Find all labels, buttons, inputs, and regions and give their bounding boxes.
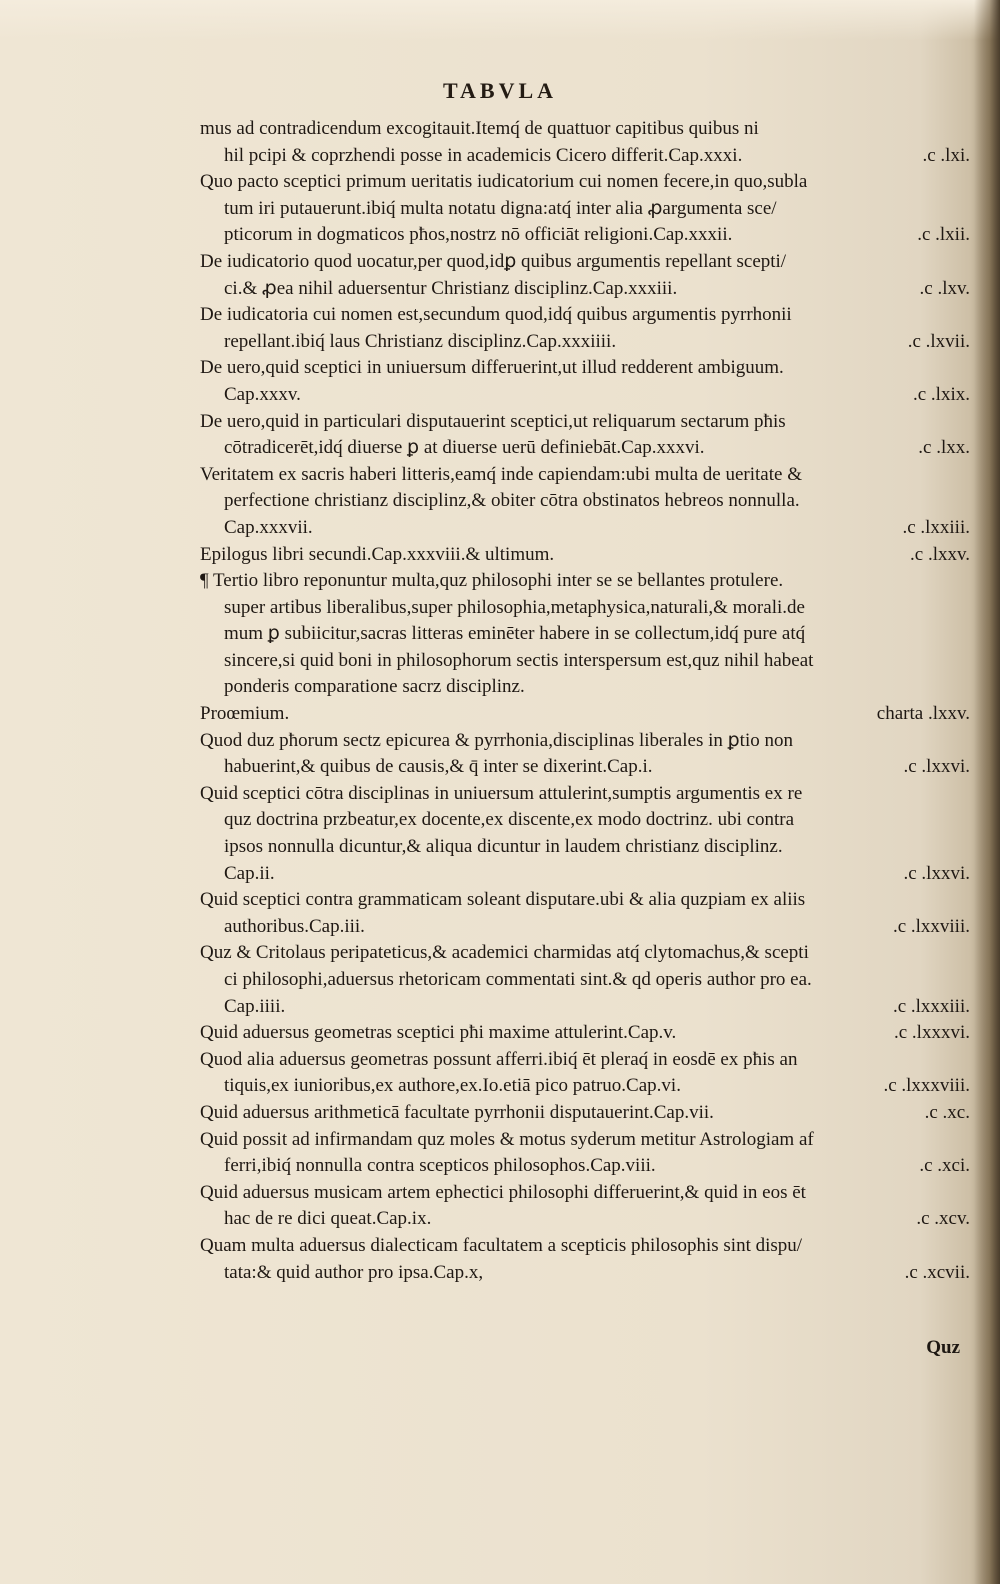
index-entry	[200, 1127, 970, 1180]
entry-line	[200, 143, 970, 170]
entry-text: Quod alia aduersus geometras possunt afferri.ibiq́ ēt pleraq́ in eosdē ex pħis an	[200, 1048, 798, 1070]
entry-text: Veritatem ex sacris haberi litteris,eamq́ inde capiendam:ubi multa de ueritate &	[200, 463, 802, 485]
entry-text: repellant.ibiq́ laus Christianz disciplinz.Cap.xxxiiii.	[224, 330, 617, 352]
entry-line	[200, 621, 970, 648]
entry-line	[200, 249, 970, 276]
entry-text: Quid possit ad infirmandam quz moles & motus syderum metitur Astrologiam af	[200, 1128, 814, 1150]
entry-text: ferri,ibiq́ nonnulla contra scepticos philosophos.Cap.viii.	[224, 1155, 656, 1177]
folio-reference: .c .lxxviii.	[892, 915, 970, 937]
entry-line	[200, 169, 970, 196]
entry-line	[200, 1127, 970, 1154]
entry-line	[200, 355, 970, 382]
index-entry	[200, 302, 970, 355]
folio-reference: .c .lxi.	[922, 144, 970, 166]
entry-text: De iudicatorio quod uocatur,per quod,idꝑ quibus argumentis repellant scepti/	[200, 250, 787, 272]
entry-text: Proœmium.	[200, 703, 290, 725]
entry-line	[200, 781, 970, 808]
index-entry	[200, 542, 970, 569]
entry-line	[200, 568, 970, 595]
entry-text: ci philosophi,aduersus rhetoricam commentati sint.& qd operis author pro ea.	[224, 969, 812, 990]
entry-line	[200, 940, 970, 967]
entry-text: ¶ Tertio libro reponuntur multa,quz philosophi inter se se bellantes protulere.	[200, 570, 784, 592]
entry-text: super artibus liberalibus,super philosophia,metaphysica,naturali,& morali.de	[224, 596, 805, 618]
entry-line	[200, 1180, 970, 1207]
entry-text: Quid sceptici contra grammaticam soleant disputare.ubi & alia quzpiam ex aliis	[200, 889, 806, 911]
entry-line	[200, 1233, 970, 1260]
folio-reference: .c .lxvii.	[907, 330, 970, 352]
entry-text: Quam multa aduersus dialecticam facultatem a scepticis philosophis sint dispu/	[200, 1234, 803, 1256]
folio-reference: .c .xci.	[919, 1155, 970, 1177]
catchword: Quz	[926, 1337, 960, 1358]
entry-line	[200, 967, 970, 994]
entry-text: mus ad contradicendum excogitauit.Itemq́ de quattuor capitibus quibus ni	[200, 118, 759, 139]
entry-text: tum iri putauerunt.ibiq́ multa notatu digna:atq́ inter alia ꝓargumenta sce/	[224, 197, 777, 219]
index-entry	[200, 116, 970, 169]
entry-text: Cap.ii.	[224, 862, 275, 884]
folio-reference: .c .lxxvi.	[903, 756, 970, 778]
entry-line	[200, 116, 970, 143]
entry-line	[200, 754, 970, 781]
folio-reference: .c .xc.	[924, 1101, 970, 1123]
index-entry	[200, 781, 970, 887]
index-entry	[200, 728, 970, 781]
index-entry	[200, 169, 970, 249]
entry-line	[200, 382, 970, 409]
folio-reference: .c .lxii.	[917, 224, 970, 246]
entry-text: Quid aduersus geometras sceptici pħi maxime attulerint.Cap.v.	[200, 1022, 677, 1044]
entry-line	[200, 515, 970, 542]
entry-line	[200, 1206, 970, 1233]
index-entry	[200, 1100, 970, 1127]
folio-reference: .c .lxix.	[913, 383, 970, 405]
entry-line	[200, 914, 970, 941]
entry-text: Quid aduersus musicam artem ephectici philosophi differuerint,& quid in eos ēt	[200, 1181, 806, 1203]
entry-text: hil pcipi & coprzhendi posse in academicis Cicero differit.Cap.xxxi.	[224, 144, 743, 166]
index-entry	[200, 462, 970, 542]
entry-text: Cap.xxxv.	[224, 383, 301, 405]
folio-reference: .c .lxxxiii.	[892, 995, 970, 1017]
entry-line	[200, 1073, 970, 1100]
page-edge-shadow	[974, 0, 1000, 1584]
folio-reference: .c .lxx.	[918, 437, 970, 459]
entry-text: perfectione christianz disciplinz,& obiter cōtra obstinatos hebreos nonnulla.	[224, 490, 800, 512]
entry-text: sincere,si quid boni in philosophorum sectis interspersum est,quz nihil habeat	[224, 649, 814, 671]
index-entry	[200, 701, 970, 728]
entry-line	[200, 994, 970, 1021]
index-entry	[200, 409, 970, 462]
entry-text: Cap.iiii.	[224, 995, 286, 1017]
entry-line	[200, 409, 970, 436]
index-entry	[200, 1233, 970, 1286]
folio-reference: .c .lxxxviii.	[883, 1075, 970, 1097]
folio-reference: .c .lxxiii.	[902, 516, 970, 538]
entry-line	[200, 1260, 970, 1287]
index-entry	[200, 1047, 970, 1100]
entry-line	[200, 834, 970, 861]
entry-line	[200, 861, 970, 888]
entry-line	[200, 329, 970, 356]
entry-text: mum ꝑ subiicitur,sacras litteras eminēter habere in se collectum,idq́ pure atq́	[224, 623, 806, 645]
entry-line	[200, 807, 970, 834]
entry-text: tiquis,ex iunioribus,ex authore,ex.Io.etiā pico patruo.Cap.vi.	[224, 1075, 681, 1097]
index-entry	[200, 568, 970, 701]
folio-reference: .c .xcv.	[916, 1208, 970, 1230]
entry-text: tata:& quid author pro ipsa.Cap.x,	[224, 1261, 484, 1283]
entry-text: ci.& ꝓea nihil aduersentur Christianz disciplinz.Cap.xxxiii.	[224, 277, 678, 299]
entry-line	[200, 435, 970, 462]
entry-line	[200, 196, 970, 223]
entry-text: Epilogus libri secundi.Cap.xxxviii.& ultimum.	[200, 543, 555, 565]
entry-text: Quid aduersus arithmeticā facultate pyrrhonii disputauerint.Cap.vii.	[200, 1101, 714, 1123]
entry-text: Quz & Critolaus peripateticus,& academici charmidas atq́ clytomachus,& scepti	[200, 942, 809, 964]
entry-line	[200, 728, 970, 755]
index-entries	[200, 116, 970, 1286]
entry-line	[200, 1047, 970, 1074]
folio-reference: .c .lxv.	[919, 277, 970, 299]
entry-line	[200, 648, 970, 675]
entry-text: De iudicatoria cui nomen est,secundum quod,idq́ quibus argumentis pyrrhonii	[200, 304, 792, 326]
entry-line	[200, 1020, 970, 1047]
index-entry	[200, 1020, 970, 1047]
entry-line	[200, 887, 970, 914]
index-entry	[200, 1180, 970, 1233]
folio-reference: .c .lxxxvi.	[894, 1022, 970, 1044]
entry-text: pticorum in dogmaticos pħos,nostrz nō officiāt religioni.Cap.xxxii.	[224, 224, 733, 246]
entry-line	[200, 488, 970, 515]
entry-text: Quo pacto sceptici primum ueritatis iudicatorium cui nomen fecere,in quo,subla	[200, 171, 808, 193]
index-entry	[200, 355, 970, 408]
folio-reference: .c .lxxvi.	[903, 862, 970, 884]
entry-text: Quid sceptici cōtra disciplinas in uniuersum attulerint,sumptis argumentis ex re	[200, 782, 803, 804]
index-entry	[200, 249, 970, 302]
entry-text: cōtradicerēt,idq́ diuerse ꝑ at diuerse uerū definiebāt.Cap.xxxvi.	[224, 437, 705, 459]
entry-line	[200, 276, 970, 303]
entry-text: Quod duz pħorum sectz epicurea & pyrrhonia,disciplinas liberales in ꝑtio non	[200, 729, 793, 751]
entry-text: ipsos nonnulla dicuntur,& aliqua dicuntur in laudem christianz disciplinz.	[224, 836, 783, 858]
entry-text: authoribus.Cap.iii.	[224, 915, 365, 937]
entry-line	[200, 1153, 970, 1180]
entry-line	[200, 595, 970, 622]
entry-text: De uero,quid in particulari disputauerint sceptici,ut reliquarum sectarum pħis	[200, 410, 786, 432]
entry-text: hac de re dici queat.Cap.ix.	[224, 1208, 432, 1230]
entry-line	[200, 1100, 970, 1127]
entry-line	[200, 302, 970, 329]
folio-reference: charta .lxxv.	[876, 703, 970, 725]
entry-line	[200, 542, 970, 569]
entry-text: De uero,quid sceptici in uniuersum differuerint,ut illud redderent ambiguum.	[200, 357, 784, 379]
index-entry	[200, 887, 970, 940]
entry-line	[200, 674, 970, 701]
index-entry	[200, 940, 970, 1020]
entry-text: ponderis comparatione sacrz disciplinz.	[224, 676, 525, 698]
entry-text: habuerint,& quibus de causis,& q̄ inter se dixerint.Cap.i.	[224, 756, 653, 778]
entry-text: quz doctrina przbeatur,ex docente,ex discente,ex modo doctrinz. ubi contra	[224, 809, 795, 831]
entry-line	[200, 222, 970, 249]
folio-reference: .c .lxxv.	[910, 543, 970, 565]
folio-reference: .c .xcvii.	[904, 1261, 970, 1283]
entry-line	[200, 701, 970, 728]
entry-text: Cap.xxxvii.	[224, 516, 313, 538]
page-heading: TABVLA	[442, 78, 558, 103]
entry-line	[200, 462, 970, 489]
